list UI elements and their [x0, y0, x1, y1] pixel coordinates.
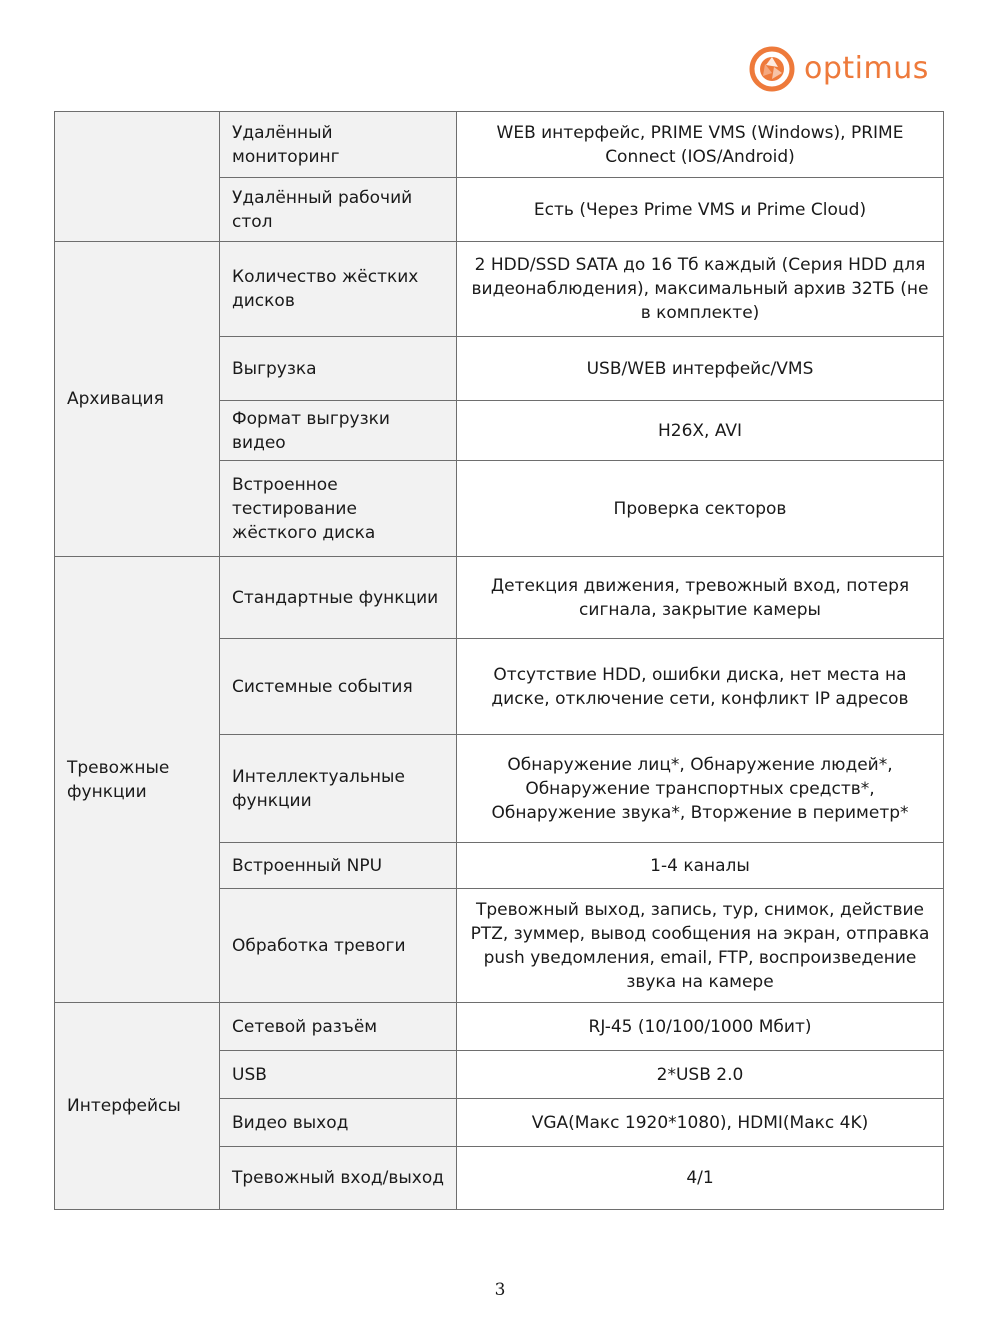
group-cell: [55, 112, 220, 242]
page-number: 3: [494, 1280, 506, 1300]
brand-logo: [748, 44, 929, 94]
value-cell: Есть (Через Prime VMS и Prime Cloud): [457, 178, 944, 242]
param-cell: Интеллектуальные функции: [220, 735, 457, 843]
param-cell: Обработка тревоги: [220, 889, 457, 1003]
group-cell: Тревожные функции: [55, 557, 220, 1003]
value-cell: RJ-45 (10/100/1000 Мбит): [457, 1003, 944, 1051]
table-row: [55, 112, 944, 178]
value-cell: Проверка секторов: [457, 461, 944, 557]
param-cell: Тревожный вход/выход: [220, 1147, 457, 1210]
value-cell: Обнаружение лиц*, Обнаружение людей*, Обнаружение транспортных средств*, Обнаружение звука*, Вторжение в периметр*: [457, 735, 944, 843]
table-row: [55, 1003, 944, 1051]
value-cell: 2 HDD/SSD SATA до 16 Тб каждый (Серия HDD для видеонаблюдения), максимальный архив 32ТБ (не в комплекте): [457, 242, 944, 337]
value-cell: 2*USB 2.0: [457, 1051, 944, 1099]
param-cell: Формат выгрузки видео: [220, 401, 457, 461]
value-cell: WEB интерфейс, PRIME VMS (Windows), PRIME Connect (IOS/Android): [457, 112, 944, 178]
optimus-aperture-icon: [748, 45, 796, 93]
value-cell: 1-4 каналы: [457, 843, 944, 889]
param-cell: Системные события: [220, 639, 457, 735]
param-cell: Встроенное тестирование жёсткого диска: [220, 461, 457, 557]
param-cell: USB: [220, 1051, 457, 1099]
value-cell: H26X, AVI: [457, 401, 944, 461]
param-cell: Стандартные функции: [220, 557, 457, 639]
param-cell: Сетевой разъём: [220, 1003, 457, 1051]
param-cell: Выгрузка: [220, 337, 457, 401]
logo-text: optimus: [804, 51, 929, 86]
value-cell: Детекция движения, тревожный вход, потеря сигнала, закрытие камеры: [457, 557, 944, 639]
param-cell: Встроенный NPU: [220, 843, 457, 889]
value-cell: Тревожный выход, запись, тур, снимок, действие PTZ, зуммер, вывод сообщения на экран, отправка push уведомления, email, FTP, воспроизведение звука на камере: [457, 889, 944, 1003]
value-cell: 4/1: [457, 1147, 944, 1210]
value-cell: USB/WEB интерфейс/VMS: [457, 337, 944, 401]
group-cell: Архивация: [55, 242, 220, 557]
group-cell: Интерфейсы: [55, 1003, 220, 1210]
param-cell: Удалённый мониторинг: [220, 112, 457, 178]
param-cell: Количество жёстких дисков: [220, 242, 457, 337]
spec-table: [54, 111, 944, 1210]
table-row: [55, 242, 944, 337]
param-cell: Удалённый рабочий стол: [220, 178, 457, 242]
param-cell: Видео выход: [220, 1099, 457, 1147]
value-cell: VGA(Макс 1920*1080), HDMI(Макс 4K): [457, 1099, 944, 1147]
table-row: [55, 557, 944, 639]
value-cell: Отсутствие HDD, ошибки диска, нет места на диске, отключение сети, конфликт IP адресов: [457, 639, 944, 735]
